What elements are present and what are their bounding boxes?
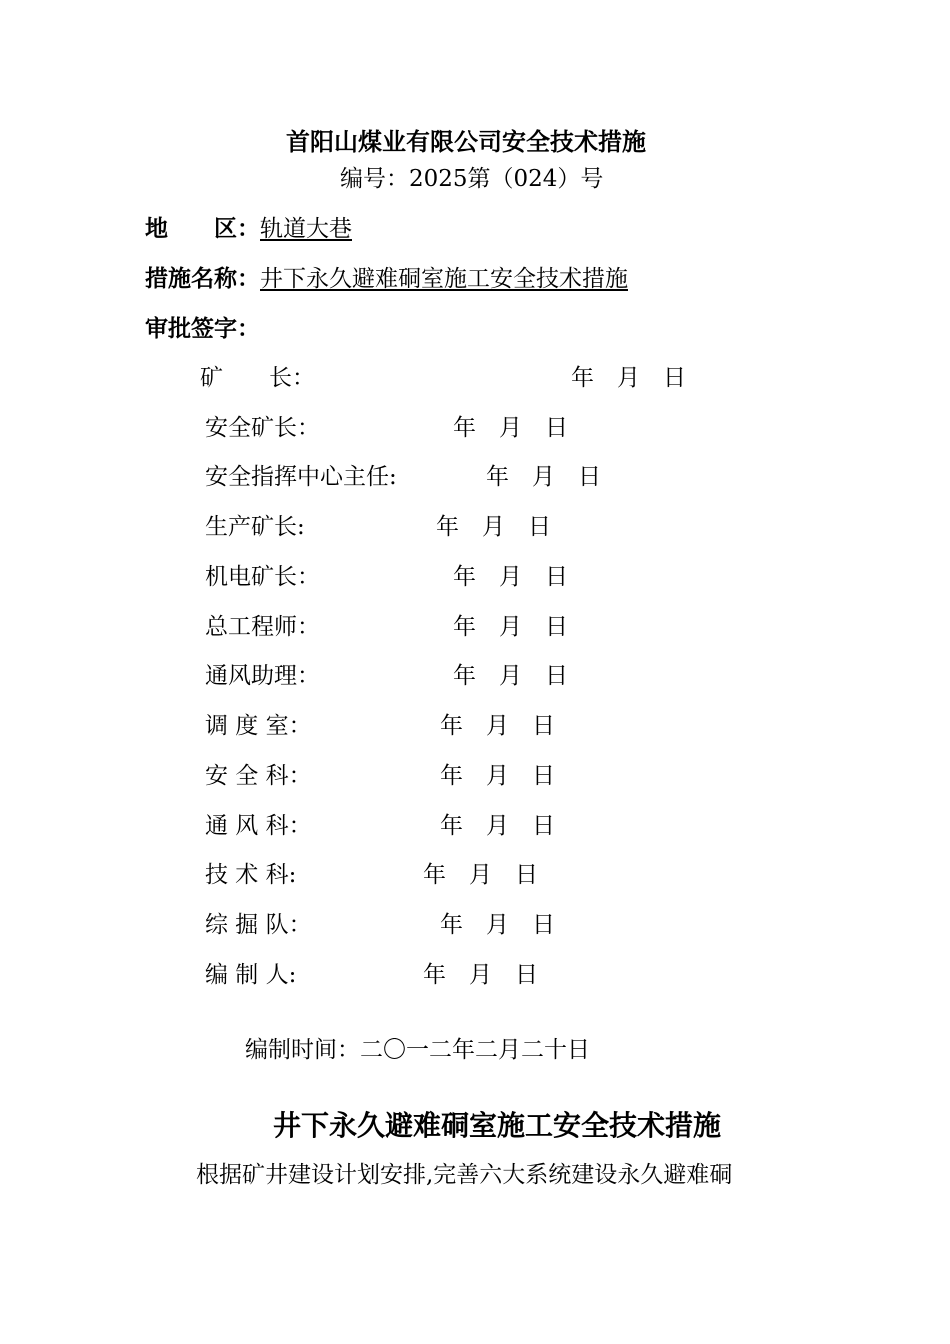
signature-role: 矿 长： bbox=[200, 365, 315, 391]
signature-role: 综 掘 队： bbox=[205, 912, 312, 938]
signature-date: 年 月 日 bbox=[571, 365, 686, 391]
signature-date: 年 月 日 bbox=[423, 862, 538, 888]
measure-value: 井下永久避难硐室施工安全技术措施 bbox=[260, 266, 628, 292]
signature-date: 年 月 日 bbox=[440, 713, 555, 739]
signature-role: 通风助理： bbox=[205, 663, 320, 689]
signature-date: 年 月 日 bbox=[453, 614, 568, 640]
signature-role: 通 风 科： bbox=[205, 813, 312, 839]
signature-role: 安全矿长： bbox=[205, 415, 320, 441]
signature-role: 安全指挥中心主任: bbox=[205, 464, 397, 490]
signature-date: 年 月 日 bbox=[440, 813, 555, 839]
area-label: 地 区： bbox=[145, 215, 260, 242]
signature-role: 技 术 科: bbox=[205, 862, 297, 888]
signature-role: 调 度 室： bbox=[205, 713, 312, 739]
signature-role: 生产矿长: bbox=[205, 514, 305, 540]
signature-date: 年 月 日 bbox=[423, 962, 538, 988]
signature-role: 机电矿长： bbox=[205, 564, 320, 590]
signature-date: 年 月 日 bbox=[453, 564, 568, 590]
compile-time: 编制时间：二〇一二年二月二十日 bbox=[245, 1037, 590, 1063]
signature-date: 年 月 日 bbox=[453, 415, 568, 441]
body-paragraph: 根据矿井建设计划安排,完善六大系统建设永久避难硐 bbox=[196, 1162, 733, 1188]
signature-date: 年 月 日 bbox=[440, 763, 555, 789]
signature-date: 年 月 日 bbox=[436, 514, 551, 540]
section-title: 井下永久避难硐室施工安全技术措施 bbox=[273, 1109, 722, 1142]
signature-date: 年 月 日 bbox=[453, 663, 568, 689]
signature-date: 年 月 日 bbox=[440, 912, 555, 938]
document-title: 首阳山煤业有限公司安全技术措施 bbox=[286, 127, 646, 156]
area-row bbox=[145, 210, 352, 243]
signature-role: 总工程师： bbox=[205, 614, 320, 640]
serial-number: 编号：2025第（024）号 bbox=[340, 166, 604, 192]
area-value: 轨道大巷 bbox=[260, 216, 352, 242]
measure-label: 措施名称： bbox=[145, 265, 260, 292]
approval-label: 审批签字： bbox=[145, 315, 260, 342]
measure-row bbox=[145, 260, 628, 293]
signature-role: 编 制 人: bbox=[205, 962, 297, 988]
signature-date: 年 月 日 bbox=[486, 464, 601, 490]
signature-role: 安 全 科： bbox=[205, 763, 312, 789]
